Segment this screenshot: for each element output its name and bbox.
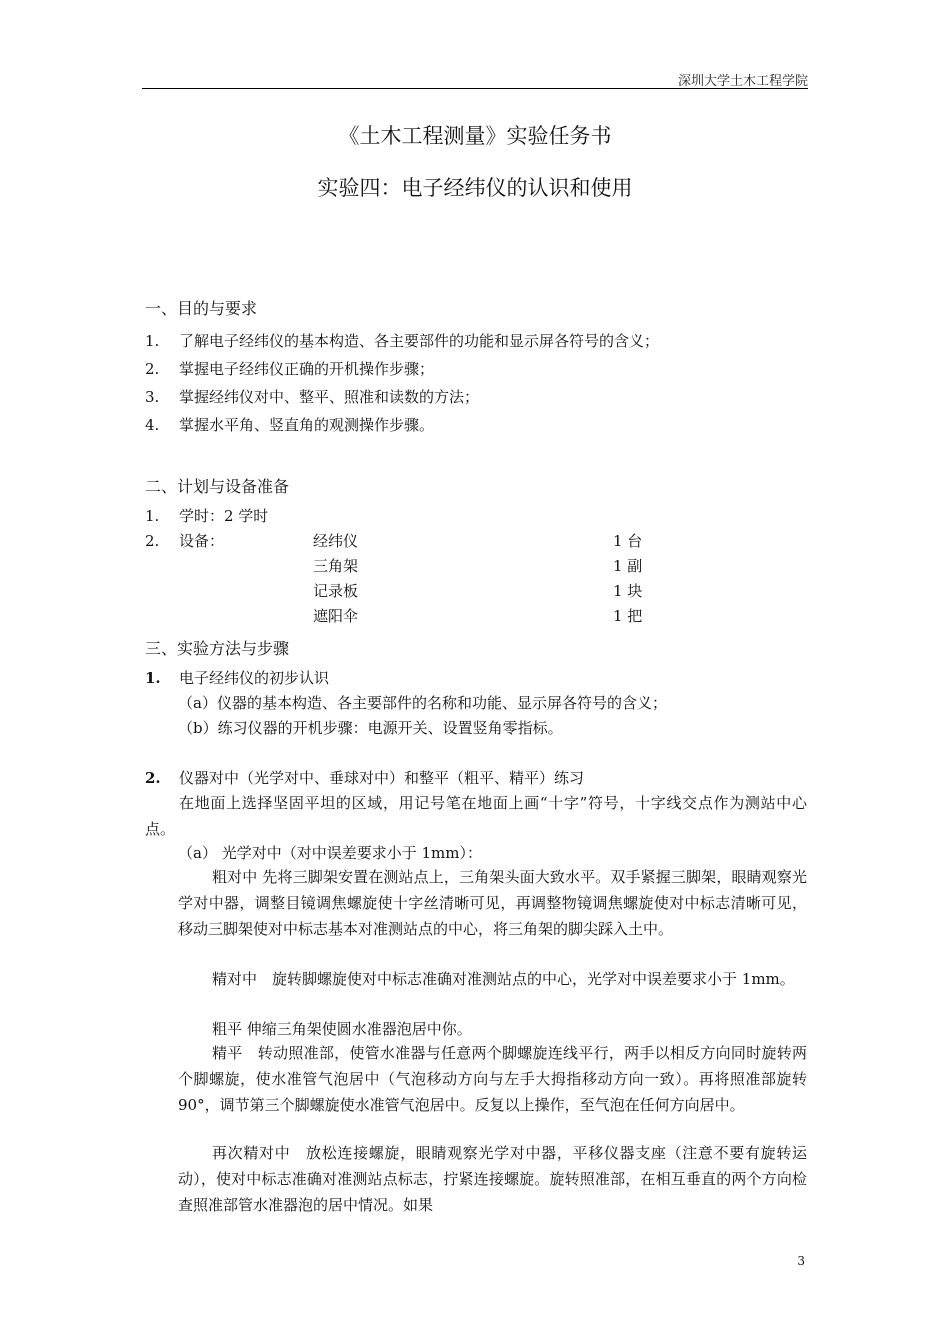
step-title: 电子经纬仪的初步认识	[179, 669, 330, 687]
equipment-quantity: 1 台	[613, 532, 643, 550]
list-text: 掌握水平角、竖直角的观测操作步骤。	[179, 416, 435, 434]
list-text: 掌握经纬仪对中、整平、照准和读数的方法；	[179, 388, 480, 406]
list-text: 学时：2 学时	[179, 507, 269, 525]
step-number: 2.	[145, 769, 161, 787]
list-number: 1.	[145, 507, 160, 525]
paragraph: 粗对中 先将三脚架安置在测站点上，三角架头面大致水平。双手紧握三脚架，眼睛观察光学对中器，调整目镜调焦螺旋使十字丝清晰可见，再调整物镜调焦螺旋使对中标志清晰可见，移动三脚架使对中标志基本对准测站点的中心，将三角架的脚尖踩入土中。	[178, 868, 807, 938]
header-institution: 深圳大学土木工程学院	[677, 74, 808, 89]
paragraph: 在地面上选择坚固平坦的区域，用记号笔在地面上画“十字”符号，十字线交点作为测站中心点。	[145, 794, 807, 838]
list-item-hours	[145, 505, 268, 526]
experiment-title: 实验四：电子经纬仪的认识和使用	[317, 176, 633, 200]
list-number: 3.	[145, 388, 160, 406]
step-subitem: （b）练习仪器的开机步骤：电源开关、设置竖角零指标。	[178, 719, 563, 737]
subsection-heading: （a） 光学对中（对中误差要求小于 1mm）：	[178, 844, 482, 862]
page-number: 3	[797, 1254, 805, 1268]
step-heading	[145, 767, 584, 788]
header-rule	[142, 88, 808, 89]
equipment-name: 三角架	[313, 557, 359, 575]
list-item	[145, 330, 659, 351]
step-title: 仪器对中（光学对中、垂球对中）和整平（粗平、精平）练习	[179, 769, 585, 787]
equipment-name: 经纬仪	[313, 532, 359, 550]
step-heading	[145, 667, 329, 688]
equipment-name: 记录板	[313, 582, 359, 600]
list-text: 了解电子经纬仪的基本构造、各主要部件的功能和显示屏各符号的含义；	[179, 332, 660, 350]
document-title: 《土木工程测量》实验任务书	[338, 124, 612, 148]
paragraph: 精平 转动照准部，使管水准器与任意两个脚螺旋连线平行，两手以相反方向同时旋转两个脚螺旋，使水准管气泡居中（气泡移动方向与左手大拇指移动方向一致）。再将照准部旋转 90°，调节第三个脚螺旋使水准管气泡居中。反复以上操作，至气泡在任何方向居中。	[178, 1044, 807, 1114]
section-heading-objectives: 一、目的与要求	[145, 299, 258, 318]
paragraph: 精对中 旋转脚螺旋使对中标志准确对准测站点的中心，光学对中误差要求小于 1mm。	[212, 970, 795, 988]
section-heading-methods: 三、实验方法与步骤	[145, 639, 290, 658]
equipment-name: 遮阳伞	[313, 607, 359, 625]
list-item	[145, 358, 434, 379]
list-item-equipment	[145, 530, 224, 551]
equipment-quantity: 1 把	[613, 607, 643, 625]
equipment-quantity: 1 块	[613, 582, 643, 600]
list-number: 2.	[145, 360, 160, 378]
paragraph: 粗平 伸缩三角架使圆水准器泡居中你。	[212, 1020, 472, 1038]
list-number: 1.	[145, 332, 160, 350]
list-item	[145, 414, 434, 435]
section-heading-plan: 二、计划与设备准备	[145, 477, 290, 496]
list-number: 4.	[145, 416, 160, 434]
paragraph: 再次精对中 放松连接螺旋，眼睛观察光学对中器，平移仪器支座（注意不要有旋转运动），使对中标志准确对准测站点标志，拧紧连接螺旋。旋转照准部，在相互垂直的两个方向检查照准部管水准器泡的居中情况。如果	[178, 1144, 807, 1214]
list-text: 掌握电子经纬仪正确的开机操作步骤；	[179, 360, 435, 378]
step-subitem: （a）仪器的基本构造、各主要部件的名称和功能、显示屏各符号的含义；	[178, 694, 667, 712]
step-number: 1.	[145, 669, 161, 687]
equipment-quantity: 1 副	[613, 557, 643, 575]
list-number: 2.	[145, 532, 160, 550]
list-item	[145, 386, 479, 407]
list-text: 设备：	[179, 532, 225, 550]
